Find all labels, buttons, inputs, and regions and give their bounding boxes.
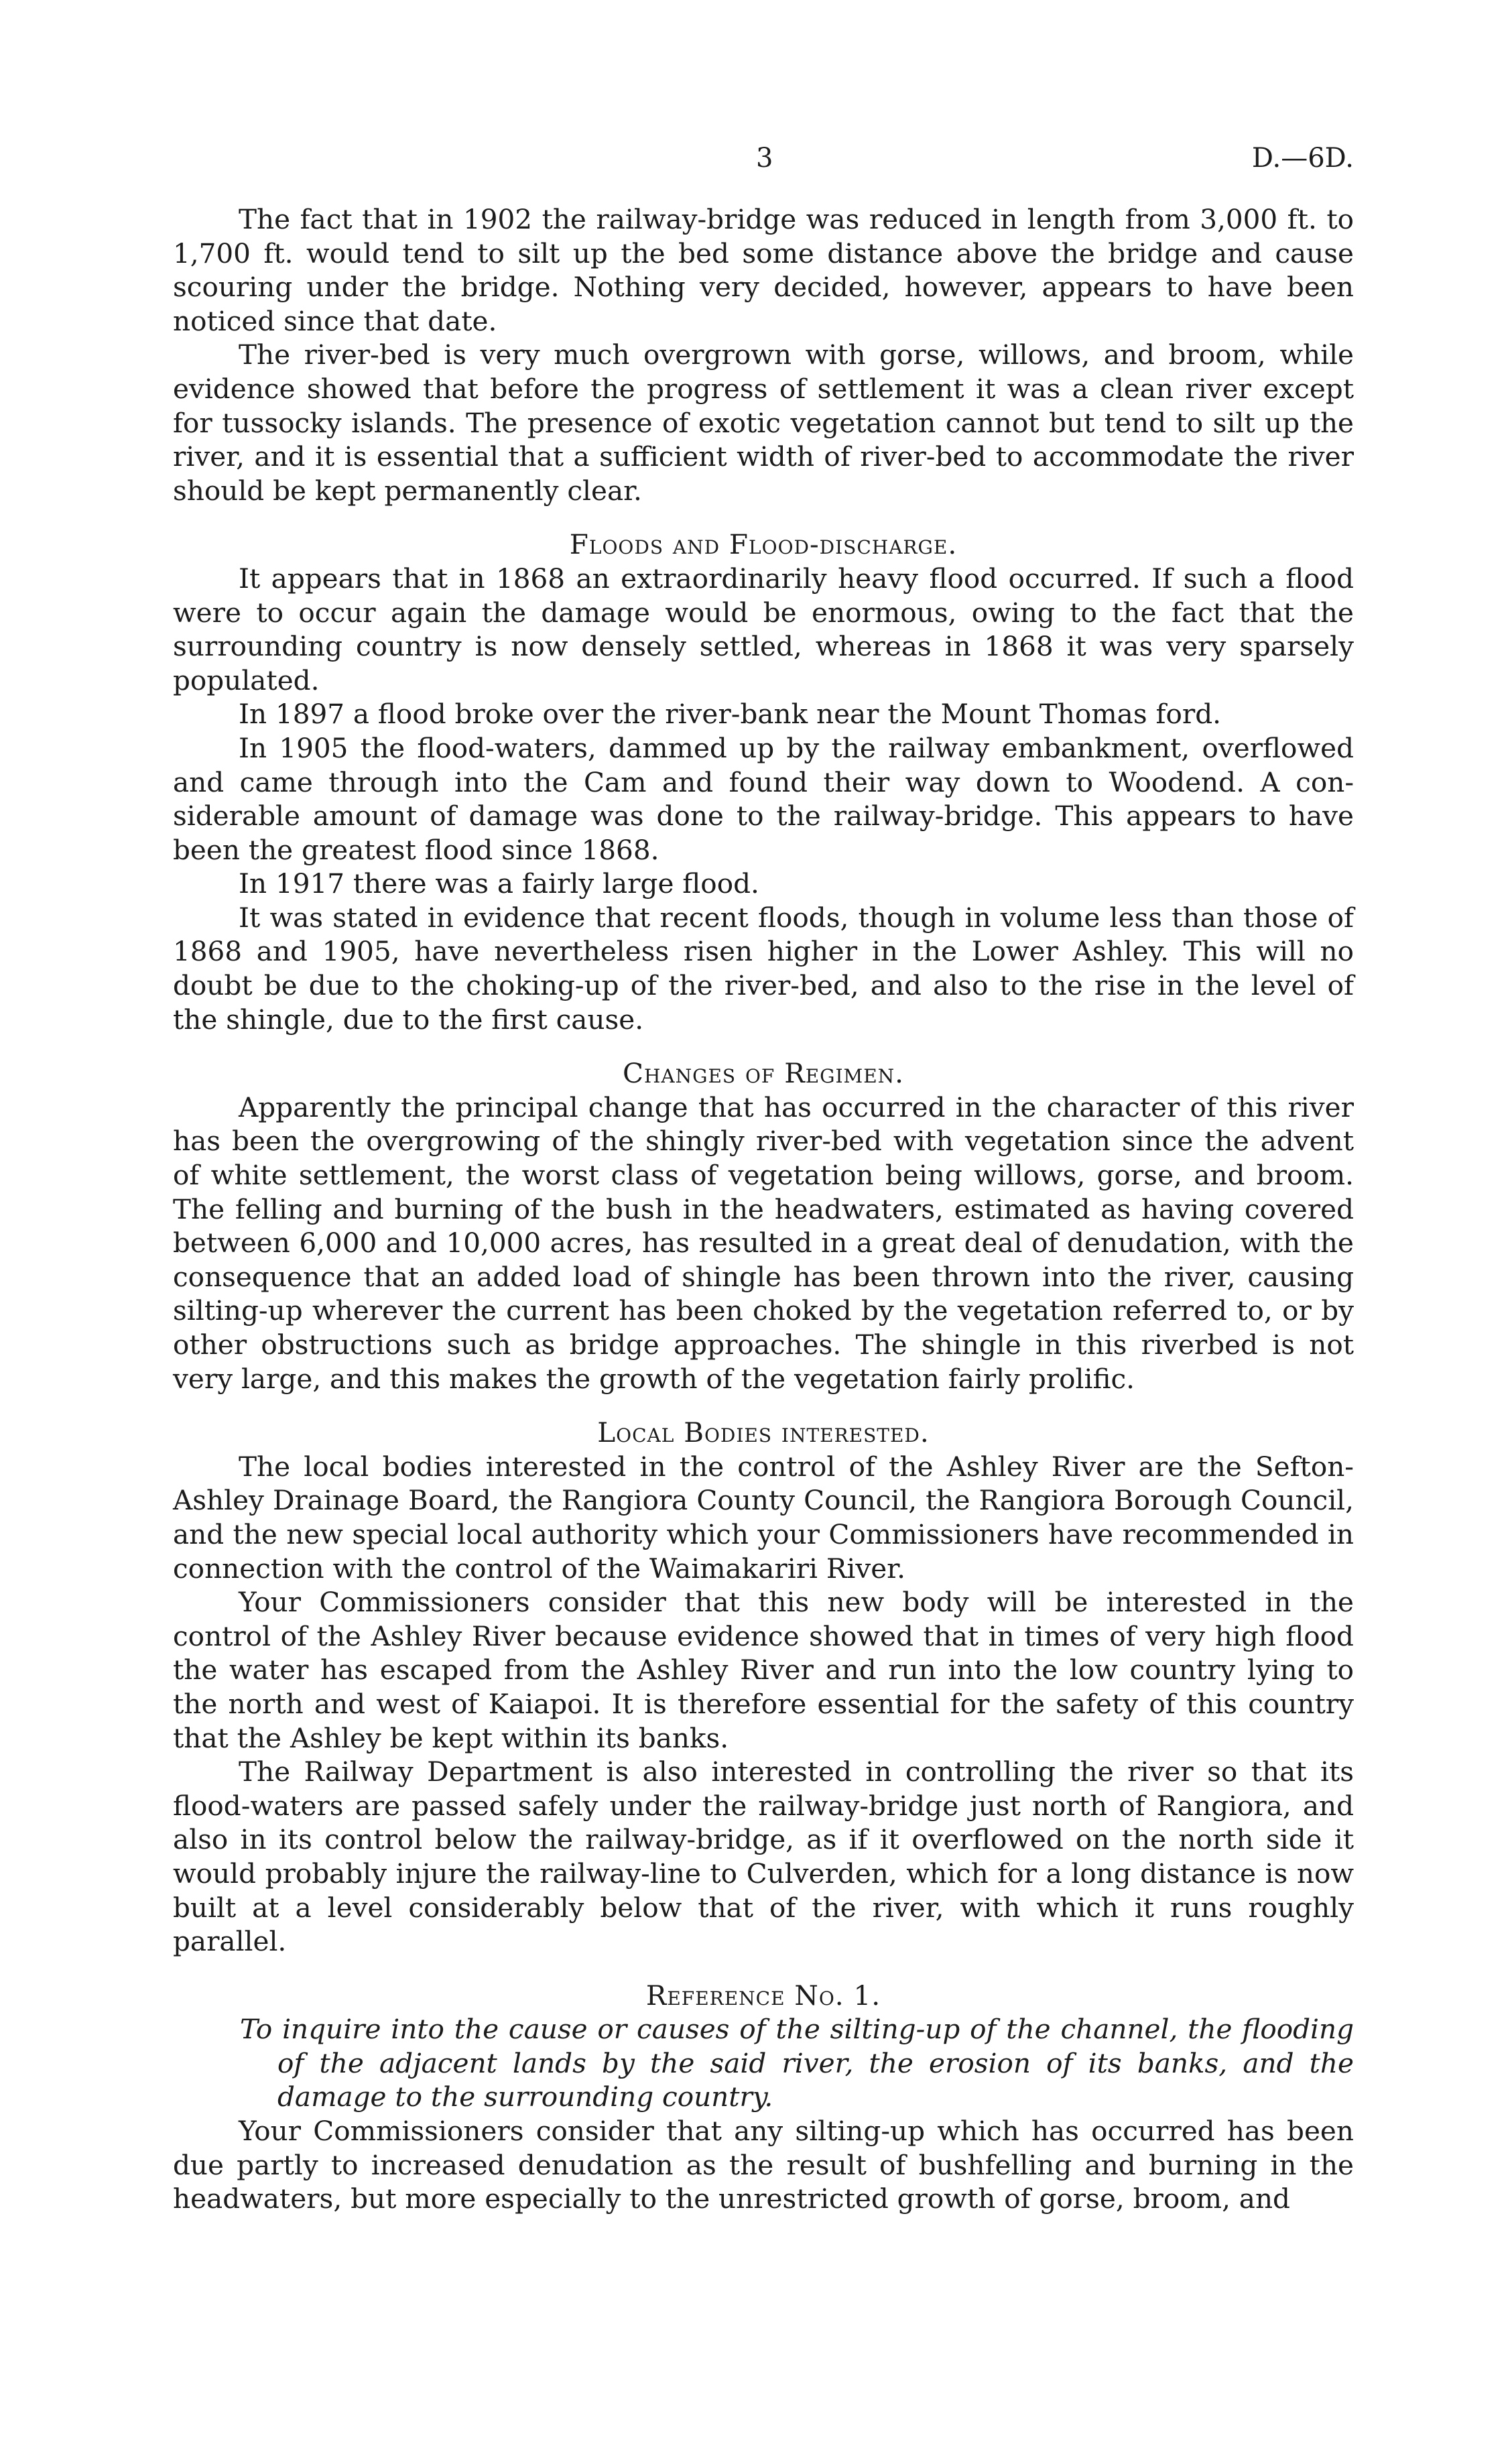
body-paragraph: The Railway Department is also interested in controlling the river so that its flood-waters are passed safely under the railway-bridge just north of Rangiora, and also in its control below the railway-bridge, as if it overflowed on the north side it would probably injure the railway-line to Culverden, which for a long distance is now built at a level considerably below that of the river, with which it runs roughly parallel.: [173, 1756, 1354, 1958]
section-heading: Changes of Regimen.: [622, 1057, 905, 1090]
page-number: 3: [756, 143, 773, 174]
section-regimen: [173, 1056, 1354, 1396]
section-heading: Floods and Flood-discharge.: [569, 528, 958, 561]
section-heading: Reference No. 1.: [645, 1979, 881, 2012]
body-paragraph: Your Commissioners consider that this new body will be interested in the control of the Ashley River because evidence showed that in times of very high flood the water has escaped from the Ashley River and run into the low country lying to the north and west of Kaiapoi. It is therefore essential for the safety of this country that the Ashley be kept within its banks.: [173, 1586, 1354, 1754]
section-reference-1: [173, 1979, 1354, 2216]
document-body: [173, 202, 1354, 2216]
section-heading: Local Bodies interested.: [597, 1416, 930, 1449]
body-paragraph: Apparently the principal change that has occurred in the character of this river has been the overgrowing of the shingly river-bed with vegetation since the advent of white settlement, the worst class of vegetation being willows, gorse, and broom. The felling and burning of the bush in the headwaters, estimated as having covered between 6,000 and 10,000 acres, has resulted in a great deal of denudation, with the consequence that an added load of shingle has been thrown into the river, causing silting-up wherever the current has been choked by the vegetation referred to, or by other obstructions such as bridge approaches. The shingle in this riverbed is not very large, and this makes the growth of the vegetation fairly prolific.: [173, 1091, 1354, 1395]
body-paragraph: The river-bed is very much overgrown with gorse, willows, and broom, while evidence showed that before the progress of settlement it was a clean river except for tussocky islands. The presence of exotic vegetation cannot but tend to silt up the river, and it is essential that a sufficient width of river-bed to accommodate the river should be kept permanently clear.: [173, 338, 1354, 507]
body-paragraph: In 1905 the flood-waters, dammed up by the railway embankment, overflowed and came through into the Cam and found their way down to Woodend. A considerable amount of damage was done to the railway-bridge. This appears to have been the greatest flood since 1868.: [173, 731, 1354, 866]
body-paragraph: The local bodies interested in the control of the Ashley River are the Sefton-Ashley Drainage Board, the Rangiora County Council, the Rangiora Borough Council, and the new special local authority which your Commissioners have recommended in connection with the control of the Waimakariri River.: [173, 1450, 1354, 1585]
page-header: [173, 143, 1354, 183]
reference-terms: To inquire into the cause or causes of the silting-up of the channel, the flooding of the adjacent lands by the said river, the erosion of its banks, and the damage to the surrounding country.: [240, 2013, 1354, 2113]
body-paragraph: It was stated in evidence that recent floods, though in volume less than those of 1868 and 1905, have nevertheless risen higher in the Lower Ashley. This will no doubt be due to the choking-up of the river-bed, and also to the rise in the level of the shingle, due to the first cause.: [173, 901, 1354, 1036]
body-paragraph: The fact that in 1902 the railway-bridge was reduced in length from 3,000 ft. to 1,700 ft. would tend to silt up the bed some distance above the bridge and cause scouring under the bridge. Nothing very decided, however, appears to have been noticed since that date.: [173, 203, 1354, 337]
section-local-bodies: [173, 1416, 1354, 1959]
body-paragraph: In 1897 a flood broke over the river-bank near the Mount Thomas ford.: [239, 698, 1222, 731]
body-paragraph: Your Commissioners consider that any silting-up which has occurred has been due partly to increased denudation as the result of bushfelling and burning in the headwaters, but more especially to the unrestricted growth of gorse, broom, and: [173, 2115, 1354, 2215]
body-paragraph: In 1917 there was a fairly large flood.: [239, 867, 759, 900]
body-paragraph: It appears that in 1868 an extraordinarily heavy flood occurred. If such a flood were to occur again the damage would be enormous, owing to the fact that the surrounding country is now densely settled, whereas in 1868 it was very sparsely populated.: [173, 562, 1354, 696]
section-bridge-silting: [173, 202, 1354, 507]
document-reference: D.—6D.: [1251, 143, 1354, 174]
section-floods: [173, 528, 1354, 1036]
